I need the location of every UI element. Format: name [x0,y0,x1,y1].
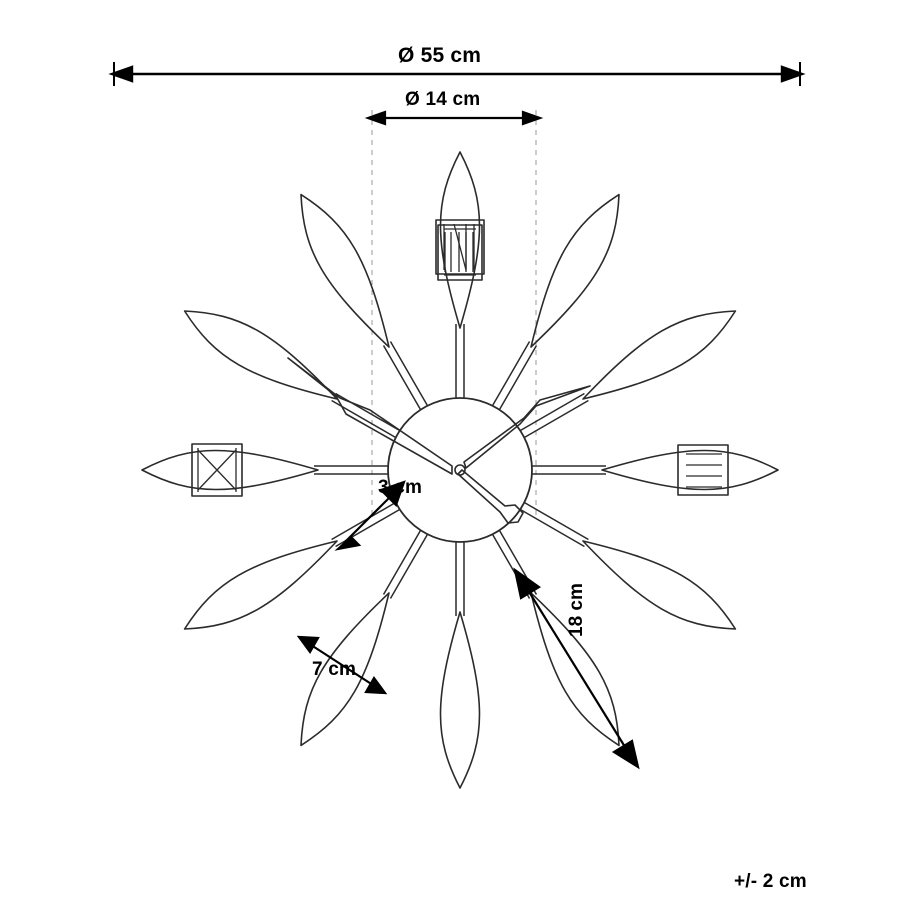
label-outer-diameter: Ø 55 cm [398,44,482,67]
second-hand [458,470,523,523]
dimension-arrow-inner-diameter [368,112,540,124]
spoke-group [314,324,606,616]
petal [514,185,636,357]
guide-lines [372,110,536,520]
petal [573,524,745,646]
petal-group [142,152,778,788]
petal [284,185,406,357]
clock-hub [388,398,532,542]
label-petal-width: 7 cm [312,659,357,680]
numeral-strokes [198,448,236,492]
petal [441,612,480,788]
petal [175,294,347,416]
numeral-strokes [686,454,722,487]
hands-pivot [455,465,465,475]
label-tolerance: +/- 2 cm [734,871,807,892]
label-inner-diameter: Ø 14 cm [405,89,481,110]
label-hub-depth: 3 cm [378,477,423,498]
petal [175,524,347,646]
clock-hands [288,358,590,523]
numeral-strokes [445,232,473,272]
clock-graphic [142,152,778,788]
petal [573,294,745,416]
petal [602,451,778,490]
label-petal-length: 18 cm [566,583,587,637]
